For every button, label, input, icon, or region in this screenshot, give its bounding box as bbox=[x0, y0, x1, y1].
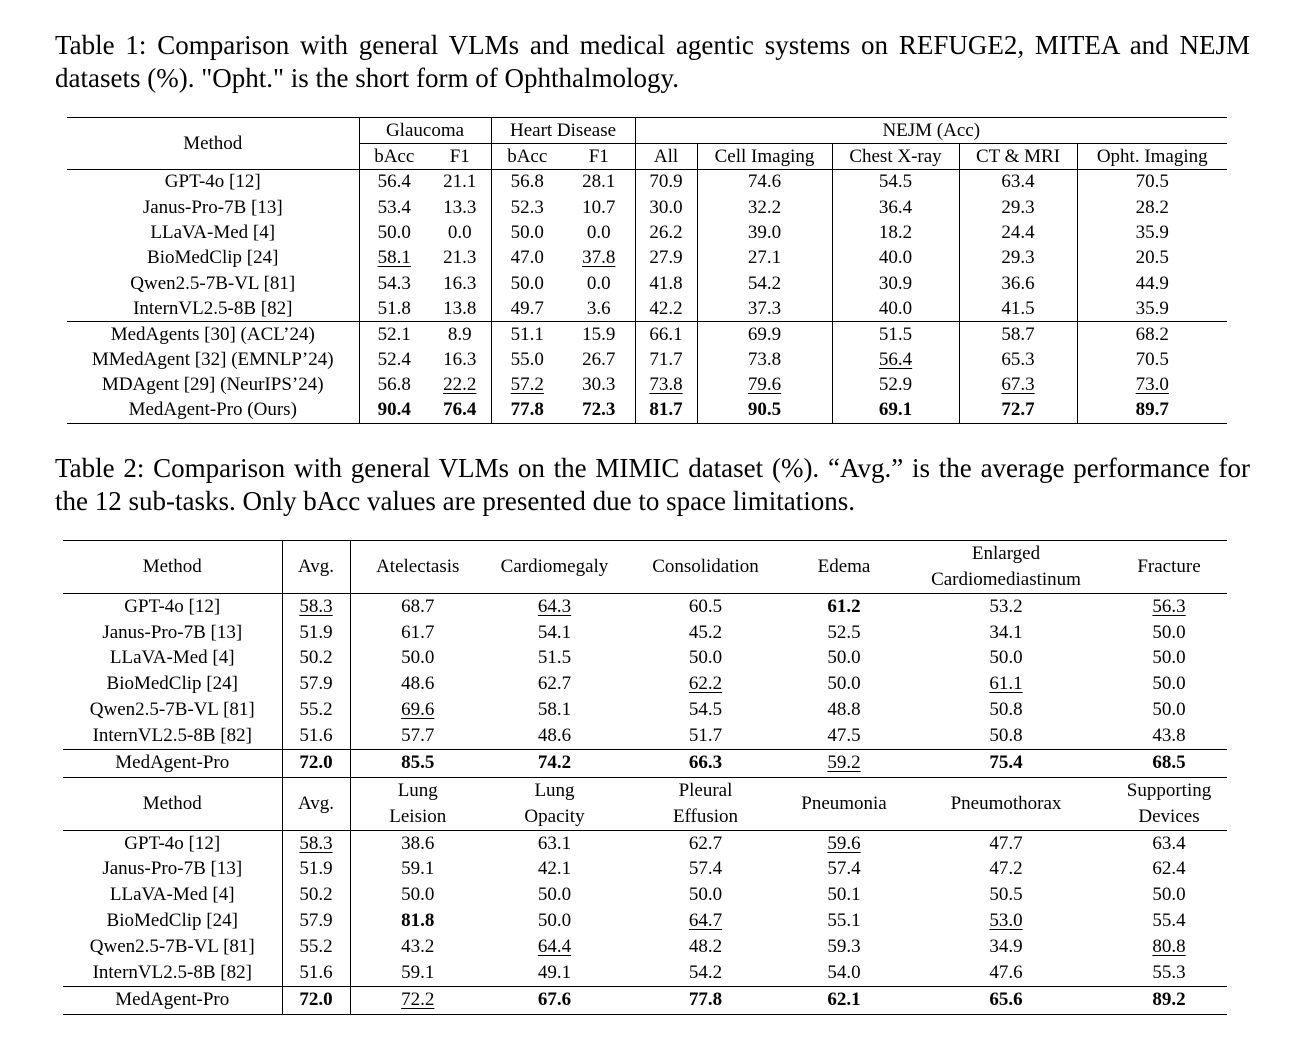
method-cell: InternVL2.5-8B [82] bbox=[67, 296, 359, 321]
value-cell: 51.8 bbox=[377, 297, 411, 319]
subheader: All bbox=[635, 144, 697, 170]
value-cell: 55.2 bbox=[282, 697, 350, 723]
method-cell: MedAgent-Pro (Ours) bbox=[67, 398, 359, 423]
column-header bbox=[350, 541, 485, 594]
column-header-line: Enlarged bbox=[971, 543, 1041, 564]
value-cell: 47.2 bbox=[989, 858, 1023, 880]
column-header bbox=[624, 777, 787, 830]
value-cell: 52.4 bbox=[377, 348, 411, 370]
value-cell: 54.5 bbox=[688, 699, 723, 721]
value-cell: 50.0 bbox=[510, 221, 544, 243]
table-row bbox=[67, 195, 1227, 220]
value-cell: 57.9 bbox=[282, 671, 350, 697]
value-cell: 34.9 bbox=[989, 935, 1023, 957]
value-cell: 50.0 bbox=[510, 272, 544, 294]
table-row bbox=[67, 296, 1227, 321]
table-row bbox=[63, 749, 1227, 777]
value-cell: 74.2 bbox=[485, 749, 624, 777]
value-cell: 13.3 bbox=[429, 195, 491, 220]
value-cell: 65.3 bbox=[959, 347, 1077, 372]
column-header-line: Effusion bbox=[672, 805, 739, 827]
value-cell: 48.6 bbox=[537, 724, 572, 746]
value-cell: 57.4 bbox=[688, 858, 723, 880]
value-cell: 74.6 bbox=[697, 170, 832, 195]
value-cell: 27.9 bbox=[635, 246, 697, 271]
value-cell: 69.9 bbox=[697, 322, 832, 347]
column-header-line: Lung bbox=[397, 779, 438, 801]
value-cell: 90.4 bbox=[377, 399, 411, 421]
value-cell: 50.2 bbox=[282, 882, 350, 908]
value-cell: 53.4 bbox=[377, 196, 411, 218]
column-header bbox=[485, 777, 624, 830]
value-cell: 55.3 bbox=[1152, 961, 1186, 983]
value-cell: 62.4 bbox=[1152, 858, 1186, 880]
value-cell: 50.0 bbox=[1152, 884, 1186, 906]
value-cell: 68.7 bbox=[401, 595, 435, 617]
value-cell: 50.0 bbox=[1152, 647, 1186, 669]
value-cell: 61.7 bbox=[401, 621, 435, 643]
value-cell: 64.3 bbox=[537, 595, 572, 617]
table-row bbox=[67, 271, 1227, 296]
value-cell: 26.2 bbox=[635, 220, 697, 245]
method-cell: Qwen2.5-7B-VL [81] bbox=[67, 271, 359, 296]
table-row bbox=[67, 347, 1227, 372]
value-cell: 50.0 bbox=[537, 910, 572, 932]
column-header-line: Cardiomediastinum bbox=[931, 569, 1081, 590]
subheader: F1 bbox=[429, 144, 491, 170]
value-cell: 70.5 bbox=[1135, 171, 1169, 193]
value-cell: 41.8 bbox=[635, 271, 697, 296]
value-cell: 75.4 bbox=[901, 749, 1111, 777]
value-cell: 16.3 bbox=[429, 347, 491, 372]
value-cell: 77.8 bbox=[624, 986, 787, 1014]
method-cell: Janus-Pro-7B [13] bbox=[67, 195, 359, 220]
value-cell: 50.0 bbox=[827, 647, 861, 669]
method-cell: InternVL2.5-8B [82] bbox=[63, 960, 282, 986]
value-cell: 54.0 bbox=[827, 961, 861, 983]
value-cell: 67.3 bbox=[959, 373, 1077, 398]
value-cell: 71.7 bbox=[635, 347, 697, 372]
table-row bbox=[63, 620, 1227, 646]
table-row bbox=[63, 830, 1227, 856]
table-row bbox=[63, 960, 1227, 986]
value-cell: 54.1 bbox=[537, 621, 572, 643]
value-cell: 22.2 bbox=[429, 373, 491, 398]
value-cell: 18.2 bbox=[832, 220, 959, 245]
value-cell: 50.0 bbox=[688, 884, 723, 906]
value-cell: 66.3 bbox=[624, 749, 787, 777]
value-cell: 50.0 bbox=[1152, 621, 1186, 643]
value-cell: 50.1 bbox=[827, 884, 861, 906]
method-cell: InternVL2.5-8B [82] bbox=[63, 723, 282, 749]
column-header-line: Avg. bbox=[297, 792, 335, 814]
value-cell: 85.5 bbox=[350, 749, 485, 777]
value-cell: 52.3 bbox=[510, 196, 544, 218]
value-cell: 55.2 bbox=[282, 934, 350, 960]
value-cell: 47.7 bbox=[989, 832, 1023, 854]
value-cell: 45.2 bbox=[688, 621, 723, 643]
column-header bbox=[1111, 777, 1227, 830]
subheader: Chest X-ray bbox=[832, 144, 959, 170]
value-cell: 73.8 bbox=[635, 373, 697, 398]
column-header-line: Cardiomegaly bbox=[500, 556, 609, 577]
value-cell: 69.1 bbox=[832, 398, 959, 423]
value-cell: 43.2 bbox=[401, 935, 435, 957]
subheader: CT & MRI bbox=[959, 144, 1077, 170]
subheader: bAcc bbox=[359, 144, 429, 170]
value-cell: 56.4 bbox=[377, 171, 411, 193]
table1 bbox=[67, 117, 1227, 424]
value-cell: 50.0 bbox=[401, 647, 435, 669]
value-cell: 72.0 bbox=[282, 986, 350, 1014]
value-cell: 40.0 bbox=[832, 246, 959, 271]
group-header: NEJM (Acc) bbox=[635, 118, 1227, 144]
value-cell: 30.3 bbox=[563, 373, 635, 398]
value-cell: 48.2 bbox=[688, 935, 723, 957]
value-cell: 62.7 bbox=[688, 832, 723, 854]
value-cell: 37.8 bbox=[563, 246, 635, 271]
value-cell: 55.0 bbox=[510, 348, 544, 370]
value-cell: 58.1 bbox=[537, 699, 572, 721]
method-cell: MMedAgent [32] (EMNLP’24) bbox=[67, 347, 359, 372]
value-cell: 3.6 bbox=[563, 296, 635, 321]
value-cell: 50.0 bbox=[1152, 699, 1186, 721]
subheader: bAcc bbox=[491, 144, 563, 170]
value-cell: 27.1 bbox=[697, 246, 832, 271]
subheader: F1 bbox=[563, 144, 635, 170]
column-header-line: Pneumothorax bbox=[950, 792, 1062, 814]
column-header-line: Lung bbox=[534, 779, 575, 801]
column-header bbox=[787, 541, 901, 594]
value-cell: 44.9 bbox=[1135, 272, 1169, 294]
method-cell: Janus-Pro-7B [13] bbox=[63, 857, 282, 883]
value-cell: 50.0 bbox=[1152, 673, 1186, 695]
column-header-line: Atelectasis bbox=[376, 556, 460, 577]
value-cell: 57.9 bbox=[282, 908, 350, 934]
value-cell: 72.7 bbox=[959, 398, 1077, 423]
value-cell: 34.1 bbox=[989, 621, 1023, 643]
value-cell: 51.6 bbox=[282, 960, 350, 986]
value-cell: 16.3 bbox=[429, 271, 491, 296]
value-cell: 38.6 bbox=[401, 832, 435, 854]
value-cell: 47.0 bbox=[510, 247, 544, 269]
value-cell: 55.4 bbox=[1152, 910, 1186, 932]
value-cell: 68.2 bbox=[1077, 322, 1227, 347]
value-cell: 50.8 bbox=[989, 699, 1023, 721]
value-cell: 64.4 bbox=[537, 935, 572, 957]
value-cell: 39.0 bbox=[697, 220, 832, 245]
value-cell: 89.2 bbox=[1111, 986, 1227, 1014]
value-cell: 70.9 bbox=[635, 170, 697, 195]
value-cell: 29.3 bbox=[959, 195, 1077, 220]
value-cell: 58.7 bbox=[959, 322, 1077, 347]
value-cell: 55.1 bbox=[827, 910, 861, 932]
column-header-line: Consolidation bbox=[652, 556, 759, 577]
value-cell: 61.1 bbox=[989, 673, 1023, 695]
value-cell: 35.9 bbox=[1135, 221, 1169, 243]
value-cell: 42.1 bbox=[537, 858, 572, 880]
value-cell: 20.5 bbox=[1135, 247, 1169, 269]
value-cell: 43.8 bbox=[1152, 724, 1186, 746]
value-cell: 59.1 bbox=[401, 961, 435, 983]
subheader: Opht. Imaging bbox=[1077, 144, 1227, 170]
column-header-line: Pneumonia bbox=[801, 792, 887, 814]
group-header: Glaucoma bbox=[359, 118, 491, 144]
value-cell: 56.8 bbox=[377, 374, 411, 396]
value-cell: 0.0 bbox=[429, 220, 491, 245]
value-cell: 50.2 bbox=[282, 646, 350, 672]
value-cell: 81.8 bbox=[401, 910, 435, 932]
value-cell: 56.3 bbox=[1152, 595, 1186, 617]
value-cell: 52.9 bbox=[832, 373, 959, 398]
value-cell: 54.5 bbox=[832, 170, 959, 195]
column-header bbox=[63, 541, 282, 594]
value-cell: 50.0 bbox=[827, 673, 861, 695]
method-cell: BioMedClip [24] bbox=[63, 671, 282, 697]
value-cell: 13.8 bbox=[429, 296, 491, 321]
column-header bbox=[787, 777, 901, 830]
value-cell: 58.3 bbox=[282, 830, 350, 856]
value-cell: 53.2 bbox=[989, 595, 1023, 617]
value-cell: 51.9 bbox=[282, 857, 350, 883]
value-cell: 50.8 bbox=[989, 724, 1023, 746]
value-cell: 57.7 bbox=[401, 724, 435, 746]
column-header bbox=[282, 777, 350, 830]
value-cell: 72.3 bbox=[563, 398, 635, 423]
table-row bbox=[67, 246, 1227, 271]
value-cell: 54.3 bbox=[377, 272, 411, 294]
value-cell: 90.5 bbox=[697, 398, 832, 423]
value-cell: 54.2 bbox=[688, 961, 723, 983]
value-cell: 53.0 bbox=[989, 910, 1023, 932]
table-row bbox=[63, 986, 1227, 1014]
value-cell: 77.8 bbox=[510, 399, 544, 421]
value-cell: 57.4 bbox=[827, 858, 861, 880]
method-header: Method bbox=[67, 118, 359, 170]
value-cell: 70.5 bbox=[1135, 348, 1169, 370]
value-cell: 63.4 bbox=[959, 170, 1077, 195]
value-cell: 49.1 bbox=[537, 961, 572, 983]
method-cell: MDAgent [29] (NeurIPS’24) bbox=[67, 373, 359, 398]
value-cell: 49.7 bbox=[510, 297, 544, 319]
method-cell: MedAgent-Pro bbox=[63, 749, 282, 777]
value-cell: 80.8 bbox=[1152, 935, 1186, 957]
table-row bbox=[67, 373, 1227, 398]
method-cell: LLaVA-Med [4] bbox=[63, 882, 282, 908]
value-cell: 81.7 bbox=[635, 398, 697, 423]
value-cell: 59.3 bbox=[827, 935, 861, 957]
value-cell: 21.1 bbox=[429, 170, 491, 195]
method-cell: BioMedClip [24] bbox=[63, 908, 282, 934]
value-cell: 62.7 bbox=[537, 673, 572, 695]
value-cell: 76.4 bbox=[429, 398, 491, 423]
value-cell: 65.6 bbox=[901, 986, 1111, 1014]
table-row bbox=[63, 857, 1227, 883]
value-cell: 59.6 bbox=[827, 832, 861, 854]
value-cell: 63.4 bbox=[1152, 832, 1186, 854]
value-cell: 72.2 bbox=[350, 986, 485, 1014]
value-cell: 68.5 bbox=[1111, 749, 1227, 777]
value-cell: 62.2 bbox=[688, 673, 723, 695]
method-cell: GPT-4o [12] bbox=[67, 170, 359, 195]
value-cell: 41.5 bbox=[959, 296, 1077, 321]
column-header bbox=[901, 777, 1111, 830]
subheader: Cell Imaging bbox=[697, 144, 832, 170]
value-cell: 51.6 bbox=[282, 723, 350, 749]
value-cell: 56.8 bbox=[510, 171, 544, 193]
table-row bbox=[63, 697, 1227, 723]
value-cell: 21.3 bbox=[429, 246, 491, 271]
table2-caption: Table 2: Comparison with general VLMs on the MIMIC dataset (%). “Avg.” is the average performance for the 12 sub-tasks. Only bAcc values are presented due to space limitations. bbox=[55, 453, 1250, 516]
value-cell: 50.0 bbox=[688, 647, 723, 669]
value-cell: 52.1 bbox=[359, 322, 429, 347]
column-header-line: Avg. bbox=[297, 556, 335, 577]
value-cell: 52.5 bbox=[827, 621, 861, 643]
column-header-line: Method bbox=[142, 556, 202, 577]
table-row bbox=[67, 322, 1227, 347]
value-cell: 50.0 bbox=[989, 647, 1023, 669]
value-cell: 73.0 bbox=[1135, 374, 1169, 396]
method-cell: MedAgent-Pro bbox=[63, 986, 282, 1014]
value-cell: 50.5 bbox=[989, 884, 1023, 906]
table-row bbox=[67, 170, 1227, 195]
value-cell: 15.9 bbox=[563, 322, 635, 347]
value-cell: 48.6 bbox=[401, 673, 435, 695]
column-header bbox=[1111, 541, 1227, 594]
table-row bbox=[63, 671, 1227, 697]
value-cell: 72.0 bbox=[282, 749, 350, 777]
column-header bbox=[624, 541, 787, 594]
column-header-line: Method bbox=[142, 792, 202, 814]
value-cell: 67.6 bbox=[485, 986, 624, 1014]
value-cell: 37.3 bbox=[697, 296, 832, 321]
column-header-line: Edema bbox=[817, 556, 871, 577]
value-cell: 0.0 bbox=[563, 220, 635, 245]
method-cell: GPT-4o [12] bbox=[63, 594, 282, 620]
group-header: Heart Disease bbox=[491, 118, 635, 144]
value-cell: 63.1 bbox=[537, 832, 572, 854]
value-cell: 48.8 bbox=[827, 699, 861, 721]
value-cell: 40.0 bbox=[832, 296, 959, 321]
value-cell: 35.9 bbox=[1135, 297, 1169, 319]
column-header-line: Supporting bbox=[1126, 779, 1212, 801]
value-cell: 8.9 bbox=[429, 322, 491, 347]
value-cell: 59.2 bbox=[787, 749, 901, 777]
method-cell: LLaVA-Med [4] bbox=[63, 646, 282, 672]
value-cell: 66.1 bbox=[635, 322, 697, 347]
value-cell: 30.9 bbox=[832, 271, 959, 296]
method-cell: MedAgents [30] (ACL’24) bbox=[67, 322, 359, 347]
value-cell: 50.0 bbox=[401, 884, 435, 906]
value-cell: 29.3 bbox=[959, 246, 1077, 271]
value-cell: 58.3 bbox=[282, 594, 350, 620]
value-cell: 51.5 bbox=[832, 322, 959, 347]
value-cell: 36.6 bbox=[959, 271, 1077, 296]
value-cell: 57.2 bbox=[510, 374, 544, 396]
method-cell: Qwen2.5-7B-VL [81] bbox=[63, 697, 282, 723]
value-cell: 24.4 bbox=[959, 220, 1077, 245]
table-row bbox=[63, 908, 1227, 934]
value-cell: 0.0 bbox=[563, 271, 635, 296]
value-cell: 60.5 bbox=[688, 595, 723, 617]
value-cell: 50.0 bbox=[537, 884, 572, 906]
table-row bbox=[63, 934, 1227, 960]
column-header bbox=[63, 777, 282, 830]
value-cell: 61.2 bbox=[827, 595, 861, 617]
column-header-line: Pleural bbox=[678, 779, 733, 801]
table-row bbox=[63, 594, 1227, 620]
value-cell: 59.1 bbox=[401, 858, 435, 880]
value-cell: 73.8 bbox=[697, 347, 832, 372]
value-cell: 26.7 bbox=[563, 347, 635, 372]
value-cell: 62.1 bbox=[787, 986, 901, 1014]
value-cell: 32.2 bbox=[697, 195, 832, 220]
table-row bbox=[67, 398, 1227, 423]
column-header bbox=[282, 541, 350, 594]
table1-caption: Table 1: Comparison with general VLMs and medical agentic systems on REFUGE2, MITEA and NEJM datasets (%). "Opht." is the short form of Ophthalmology. bbox=[55, 30, 1250, 93]
column-header bbox=[901, 541, 1111, 594]
method-cell: LLaVA-Med [4] bbox=[67, 220, 359, 245]
value-cell: 56.4 bbox=[832, 347, 959, 372]
value-cell: 79.6 bbox=[697, 373, 832, 398]
method-cell: GPT-4o [12] bbox=[63, 830, 282, 856]
value-cell: 51.9 bbox=[282, 620, 350, 646]
method-cell: Qwen2.5-7B-VL [81] bbox=[63, 934, 282, 960]
table-row bbox=[63, 882, 1227, 908]
value-cell: 51.1 bbox=[491, 322, 563, 347]
value-cell: 10.7 bbox=[563, 195, 635, 220]
value-cell: 50.0 bbox=[377, 221, 411, 243]
column-header-line: Fracture bbox=[1137, 556, 1201, 577]
table2 bbox=[63, 540, 1227, 1015]
column-header-line: Leision bbox=[389, 805, 447, 827]
value-cell: 51.5 bbox=[537, 647, 572, 669]
column-header-line: Devices bbox=[1138, 805, 1200, 827]
column-header bbox=[350, 777, 485, 830]
value-cell: 64.7 bbox=[688, 910, 723, 932]
value-cell: 58.1 bbox=[377, 247, 411, 269]
value-cell: 69.6 bbox=[401, 699, 435, 721]
method-cell: Janus-Pro-7B [13] bbox=[63, 620, 282, 646]
value-cell: 30.0 bbox=[635, 195, 697, 220]
table-row bbox=[63, 646, 1227, 672]
column-header-line: Opacity bbox=[524, 805, 585, 827]
value-cell: 89.7 bbox=[1135, 399, 1169, 421]
table-row bbox=[67, 220, 1227, 245]
value-cell: 51.7 bbox=[688, 724, 723, 746]
method-cell: BioMedClip [24] bbox=[67, 246, 359, 271]
value-cell: 28.2 bbox=[1135, 196, 1169, 218]
value-cell: 47.5 bbox=[827, 724, 861, 746]
value-cell: 36.4 bbox=[832, 195, 959, 220]
column-header bbox=[485, 541, 624, 594]
value-cell: 47.6 bbox=[989, 961, 1023, 983]
value-cell: 42.2 bbox=[635, 296, 697, 321]
table-row bbox=[63, 723, 1227, 749]
value-cell: 54.2 bbox=[697, 271, 832, 296]
value-cell: 28.1 bbox=[563, 170, 635, 195]
